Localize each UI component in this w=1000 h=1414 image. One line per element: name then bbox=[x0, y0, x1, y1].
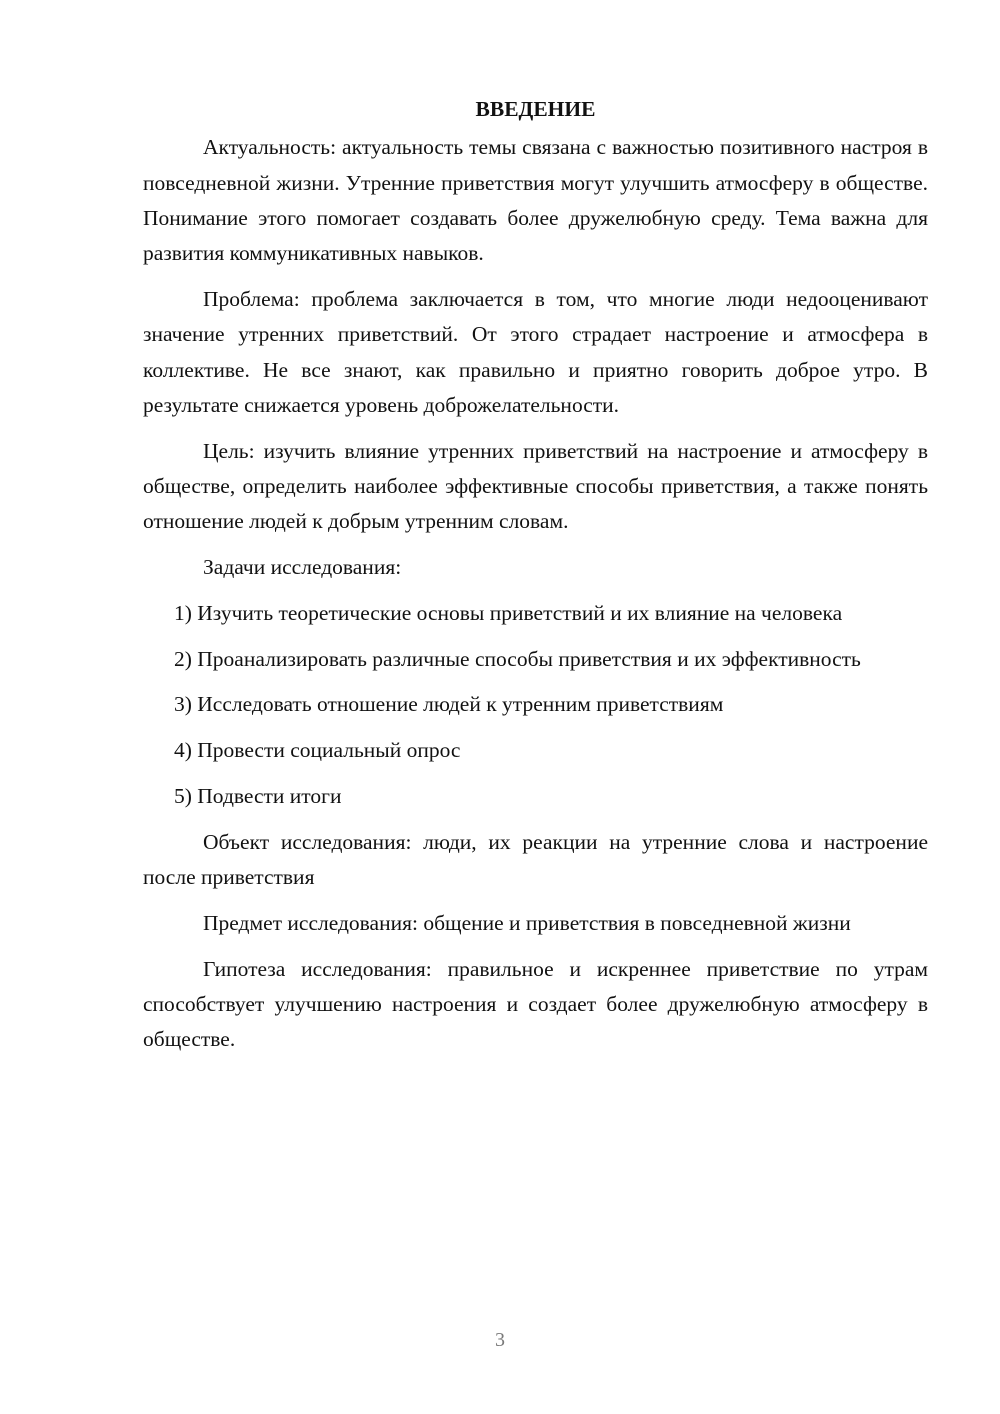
tasks-intro: Задачи исследования: bbox=[203, 555, 402, 580]
task-item-2: 2) Проанализировать различные способы приветствия и их эффективность bbox=[174, 646, 861, 671]
task-item-3: 3) Исследовать отношение людей к утренним приветствиям bbox=[174, 692, 724, 717]
problem-paragraph: Проблема: проблема заключается в том, что многие люди недооценивают значение утренних приветствий. От этого страдает настроение и атмосфера в коллективе. Не все знают, как правильно и приятно говорить доброе утро. В результате снижается уровень доброжелательности. bbox=[143, 286, 928, 417]
goal-paragraph: Цель: изучить влияние утренних приветствий на настроение и атмосферу в обществе, определить наиболее эффективные способы приветствия, а также понять отношение людей к добрым утренним словам. bbox=[143, 438, 928, 534]
task-item-1: 1) Изучить теоретические основы приветствий и их влияние на человека bbox=[174, 600, 843, 625]
relevance-paragraph: Актуальность: актуальность темы связана с важностью позитивного настроя в повседневной жизни. Утренние приветствия могут улучшить атмосферу в обществе. Понимание этого помогает создавать более дружелюбную среду. Тема важна для развития коммуникативных навыков. bbox=[143, 135, 928, 266]
object-paragraph: Объект исследования: люди, их реакции на утренние слова и настроение после приветствия bbox=[143, 829, 928, 890]
subject-paragraph: Предмет исследования: общение и приветствия в повседневной жизни bbox=[203, 910, 851, 935]
page-content bbox=[143, 92, 928, 1068]
page-number: 3 bbox=[495, 1329, 505, 1351]
hypothesis-paragraph: Гипотеза исследования: правильное и искреннее приветствие по утрам способствует улучшению настроения и создает более дружелюбную атмосферу в обществе. bbox=[143, 956, 928, 1052]
section-heading: ВВЕДЕНИЕ bbox=[475, 97, 596, 121]
task-item-4: 4) Провести социальный опрос bbox=[174, 738, 461, 763]
task-item-5: 5) Подвести итоги bbox=[174, 784, 342, 809]
tasks-list bbox=[143, 596, 928, 814]
